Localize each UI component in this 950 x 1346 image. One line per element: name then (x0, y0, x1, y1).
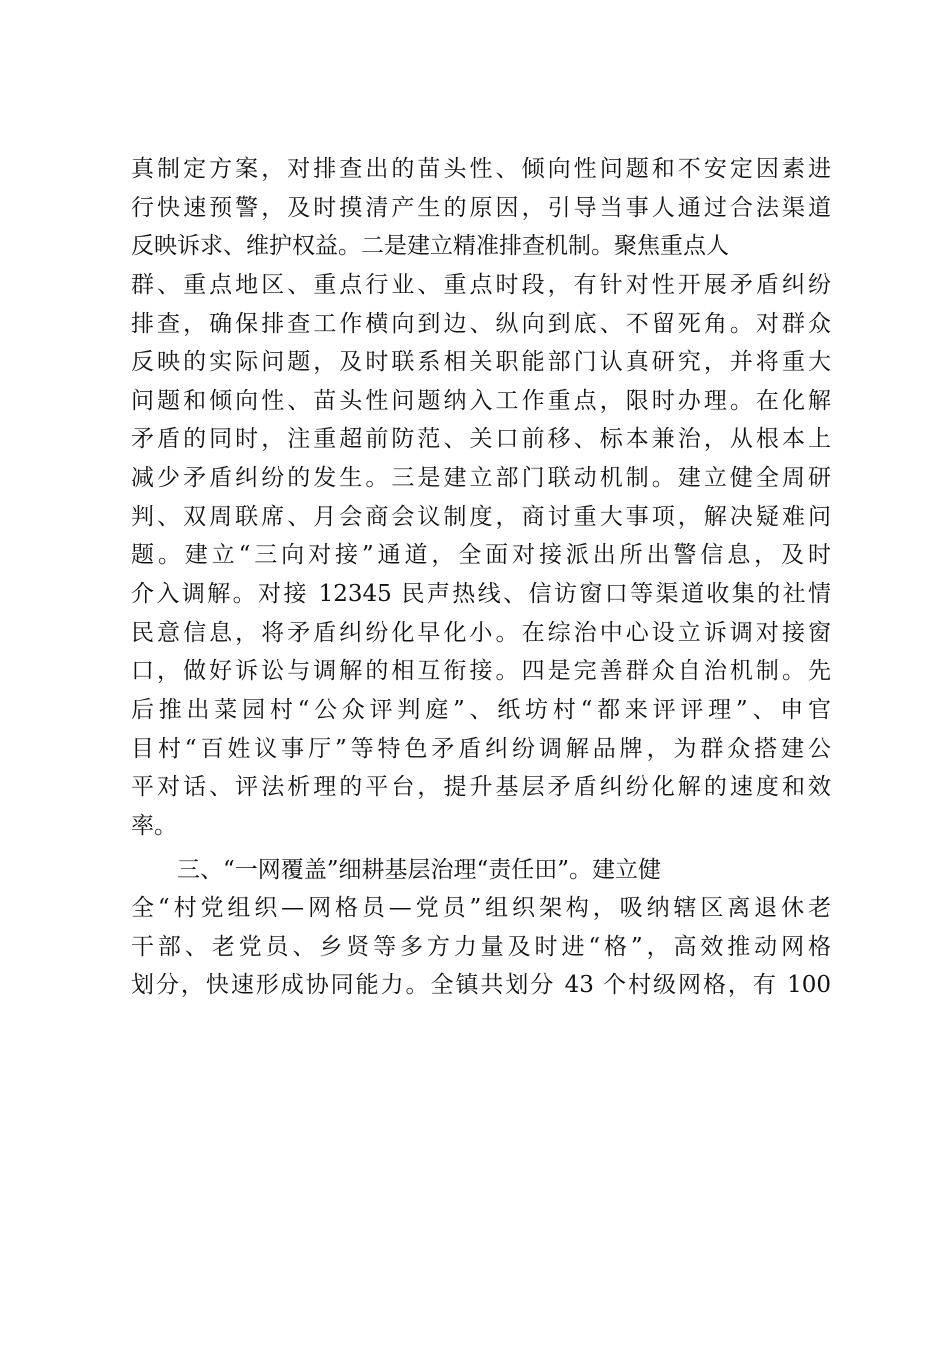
text-line: 后推出菜园村“公众评判庭”、纸坊村“都来评评理”、申官 (131, 696, 831, 723)
text-line: 减少矛盾纠纷的发生。三是建立部门联动机制。建立健全周研 (131, 465, 831, 492)
text-line: 口，做好诉讼与调解的相互衔接。四是完善群众自治机制。先 (131, 658, 831, 685)
body-text (131, 150, 831, 1005)
text-line: 反映的实际问题，及时联系相关职能部门认真研究，并将重大 (131, 349, 831, 376)
text-line: 目村“百姓议事厅”等特色矛盾纠纷调解品牌，为群众搭建公 (131, 735, 831, 762)
text-line: 判、双周联席、月会商会议制度，商讨重大事项，解决疑难问 (131, 503, 831, 530)
text-line: 题。建立“三向对接”通道，全面对接派出所出警信息，及时 (131, 542, 831, 569)
text-line: 群、重点地区、重点行业、重点时段，有针对性开展矛盾纠纷 (131, 271, 831, 298)
text-line: 全“村党组织—网格员—党员”组织架构，吸纳辖区离退休老 (131, 895, 831, 922)
text-line: 干部、老党员、乡贤等多方力量及时进“格”，高效推动网格 (131, 933, 831, 960)
text-line: 介入调解。对接 12345 民声热线、信访窗口等渠道收集的社情 (131, 581, 831, 608)
text-line: 划分，快速形成协同能力。全镇共划分 43 个村级网格，有 100 (131, 972, 831, 999)
text-line: 问题和倾向性、苗头性问题纳入工作重点，限时办理。在化解 (131, 387, 831, 414)
text-line: 反映诉求、维护权益。二是建立精准排查机制。聚焦重点人 (131, 233, 729, 260)
text-line: 矛盾的同时，注重超前防范、关口前移、标本兼治，从根本上 (131, 426, 831, 453)
text-line: 民意信息，将矛盾纠纷化早化小。在综治中心设立诉调对接窗 (131, 619, 831, 646)
text-line: 平对话、评法析理的平台，提升基层矛盾纠纷化解的速度和效 (131, 774, 831, 801)
text-line: 率。 (131, 812, 177, 839)
text-line: 真制定方案，对排查出的苗头性、倾向性问题和不安定因素进 (131, 156, 831, 182)
section-heading-line: 三、“一网覆盖”细耕基层治理“责任田”。建立健 (177, 856, 662, 883)
text-line: 排查，确保排查工作横向到边、纵向到底、不留死角。对群众 (131, 310, 831, 337)
text-line: 行快速预警，及时摸清产生的原因，引导当事人通过合法渠道 (131, 194, 831, 221)
